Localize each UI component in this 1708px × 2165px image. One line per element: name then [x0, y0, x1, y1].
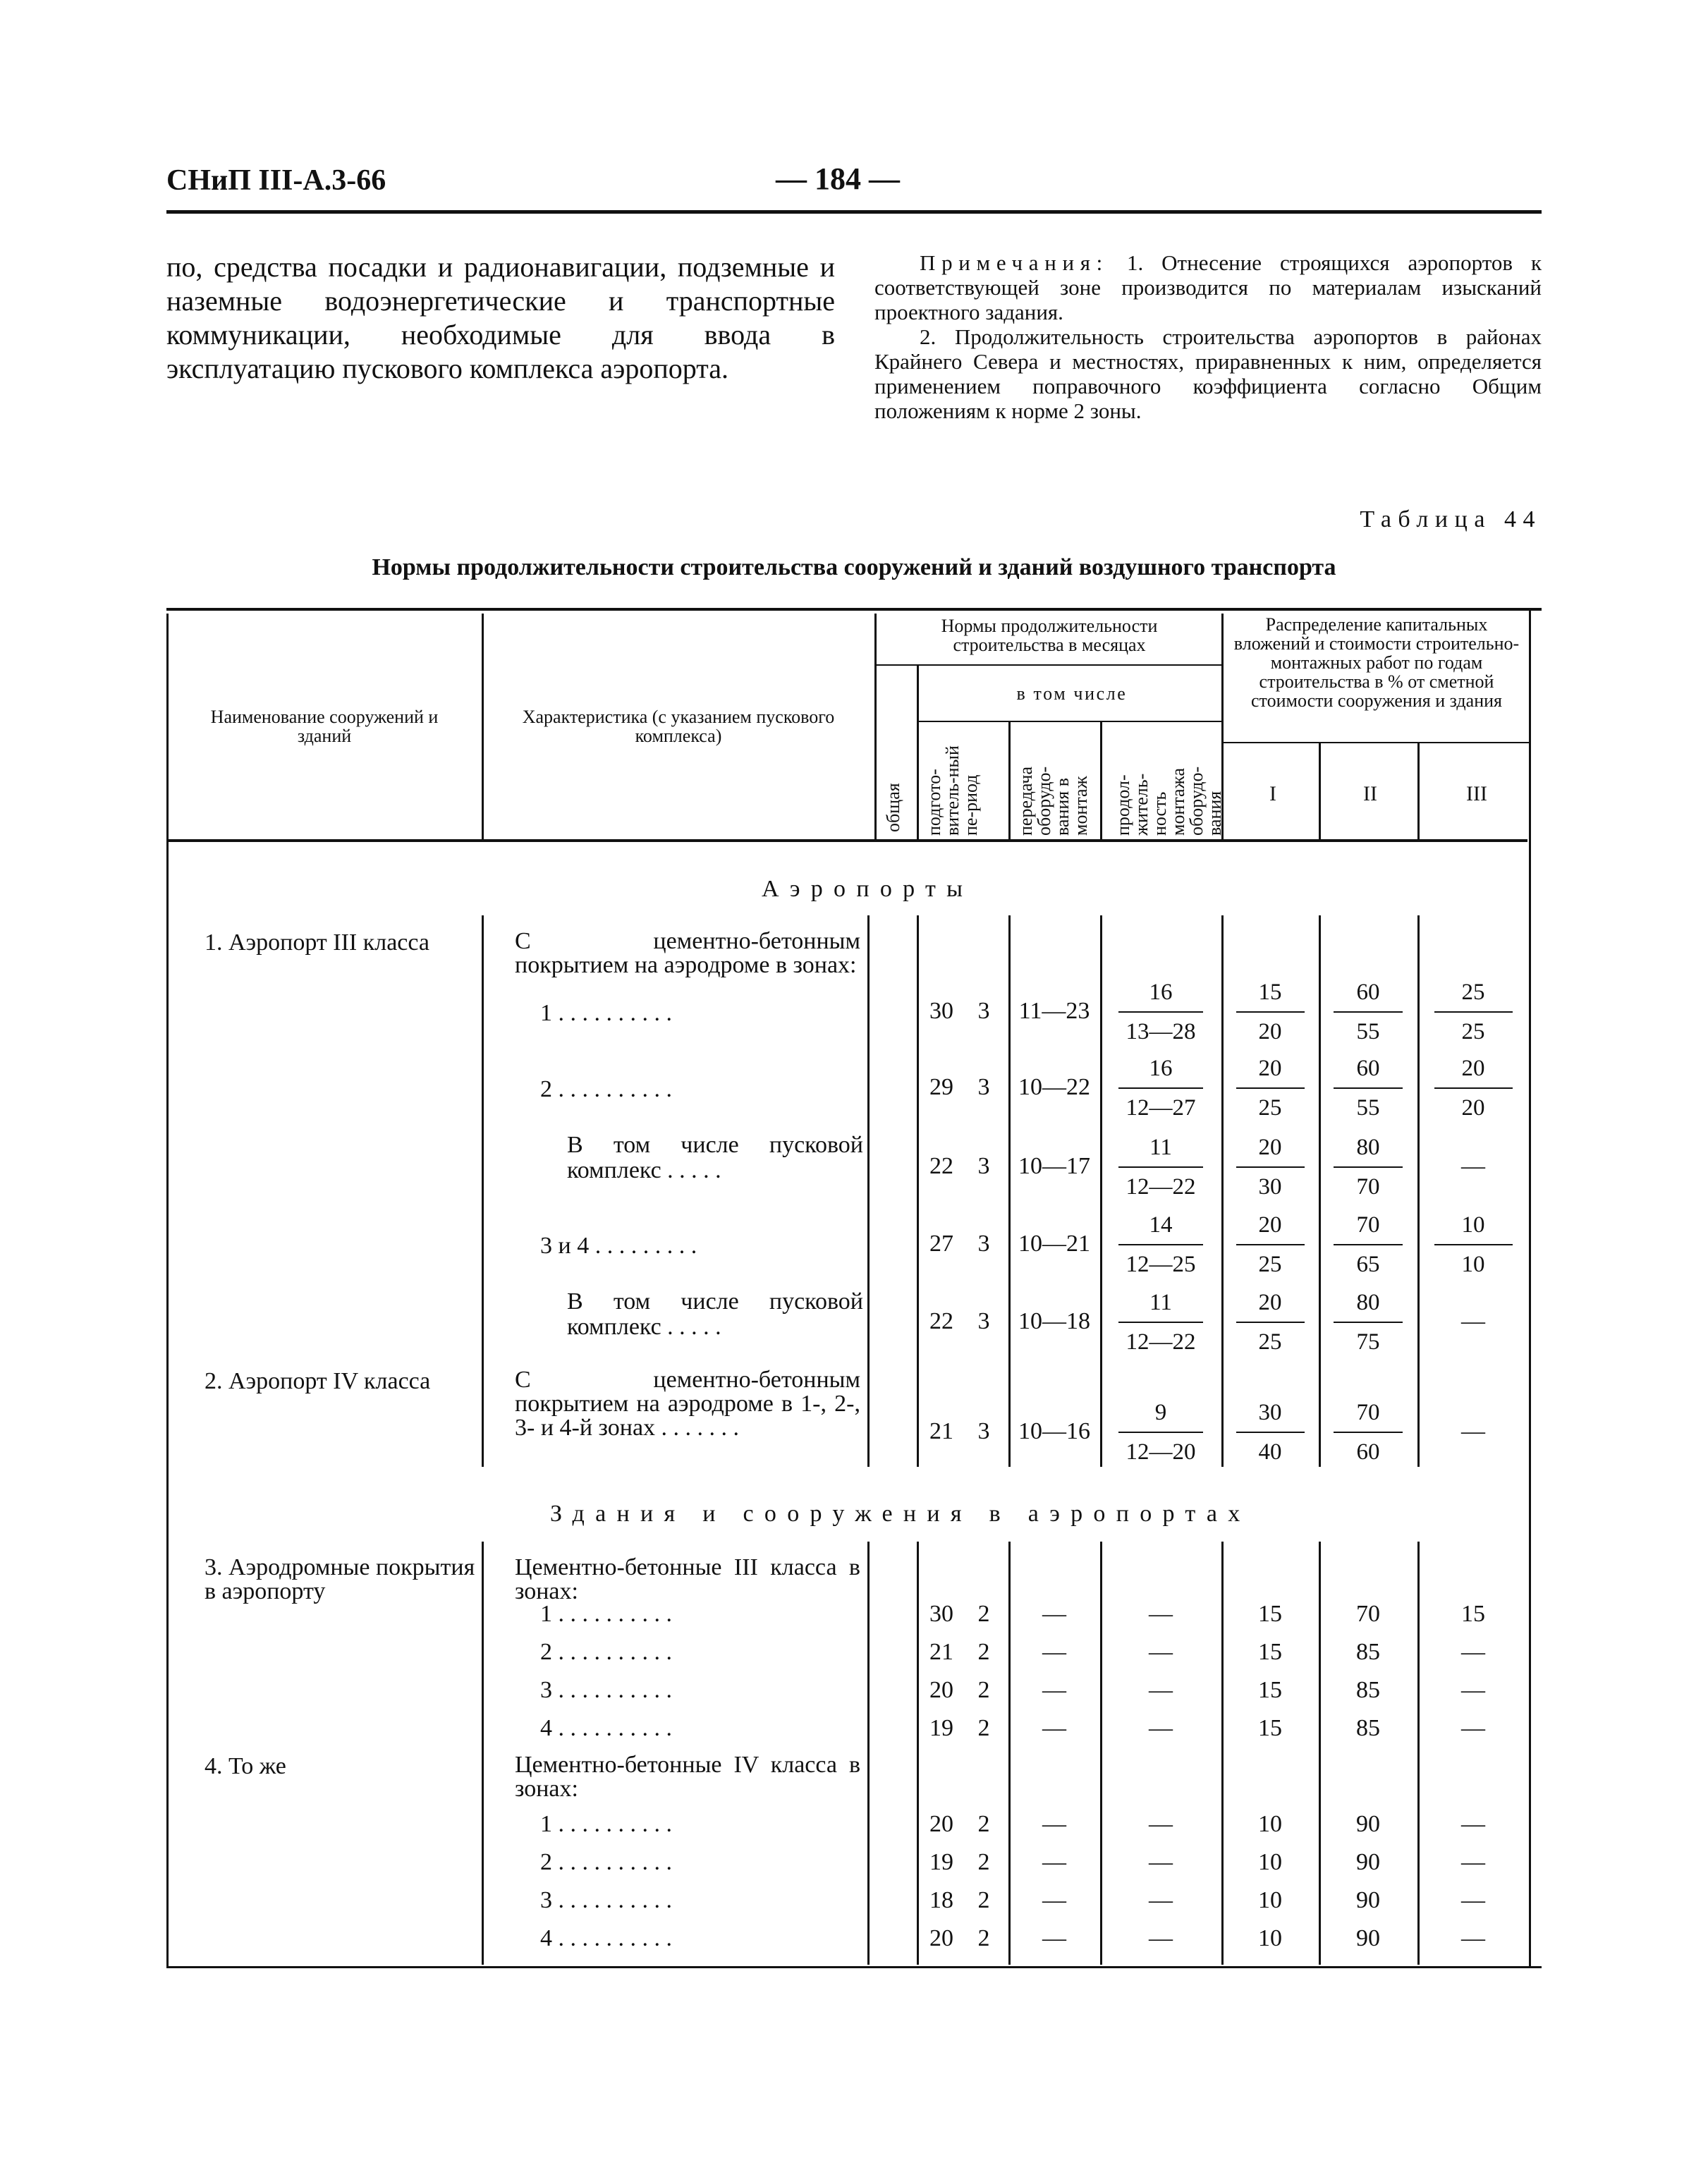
intro-paragraph: по, средства посадки и радионавигации, подземные и наземные водоэнергетические и транспортные коммуникации, необходимые для ввода в эксплуатацию пускового комплекса аэропорта.: [166, 251, 835, 384]
page-number: — 184 —: [776, 161, 900, 196]
body-line-name-b: [482, 1542, 484, 1965]
cell-year-1-denominator: 20: [1258, 1019, 1282, 1044]
row3-zone: 4 . . . . . . . . . .: [540, 1715, 672, 1741]
table-number: Таблица 44: [1360, 506, 1542, 532]
cell-total: 21: [929, 1639, 953, 1665]
cell-year-3-denominator: 20: [1461, 1095, 1485, 1121]
cell-prep: 2: [977, 1925, 990, 1951]
cell-year-2: [1322, 1212, 1415, 1278]
cell-prep: 2: [977, 1639, 990, 1665]
cell-prep: 2: [977, 1715, 990, 1741]
cell-duration-numerator: 11: [1149, 1135, 1172, 1160]
section-buildings: Здания и сооружения в аэропортах: [550, 1501, 1251, 1527]
row4-zone: 2 . . . . . . . . . .: [540, 1849, 672, 1875]
cell-year-1: [1224, 1212, 1316, 1278]
cell-year-1-denominator: 25: [1258, 1095, 1282, 1121]
cell-total: 19: [929, 1849, 953, 1875]
col-line-name: [482, 614, 484, 841]
cell-year-1: 15: [1258, 1639, 1282, 1665]
cell-duration-denominator: 12—22: [1126, 1174, 1196, 1200]
cell-prep: 2: [977, 1677, 990, 1703]
body-line-y1-b: [1319, 1542, 1321, 1965]
cell-duration-fraction-bar: [1118, 1244, 1203, 1245]
row4-zone: 1 . . . . . . . . . .: [540, 1811, 672, 1837]
cell-transfer: 10—22: [1018, 1074, 1090, 1100]
cell-year-3: —: [1461, 1308, 1485, 1334]
cell-year-1-denominator: 25: [1258, 1252, 1282, 1277]
cell-year-2-denominator: 75: [1356, 1329, 1380, 1355]
cell-total: 21: [929, 1418, 953, 1444]
header-duration: продол-житель-ность монтажа оборудо-вания: [1113, 766, 1225, 836]
header-total: общая: [883, 783, 903, 832]
cell-year-1: 15: [1258, 1677, 1282, 1703]
row2-characteristic: С цементно-бетонным покрытием на аэродроме в 1-, 2-, 3- и 4-й зонах . . . . . . .: [515, 1367, 860, 1441]
table-top-rule: [166, 608, 1542, 611]
row4-name: 4. То же: [205, 1753, 286, 1779]
body-line-y2-b: [1417, 1542, 1420, 1965]
cell-duration-denominator: 12—25: [1126, 1252, 1196, 1277]
table-title: Нормы продолжительности строительства сооружений и зданий воздушного транспорта: [372, 554, 1336, 580]
col-line-char: [874, 614, 877, 841]
cell-duration-numerator: 16: [1149, 980, 1173, 1005]
cell-year-3: —: [1461, 1418, 1485, 1444]
row3-name: 3. Аэродромные покрытия в аэропорту: [205, 1554, 475, 1604]
cell-duration-denominator: 12—27: [1126, 1095, 1196, 1121]
note-1: 1. Отнесение строящихся аэропортов к соответствующей зоне производится по материалам изысканий проектного задания.: [874, 250, 1542, 324]
cell-year-1: 10: [1258, 1887, 1282, 1913]
header-distribution: Распределение капитальных вложений и стоимости строительно-монтажных работ по годам строительства в % от сметной стоимости сооружения и здания: [1233, 614, 1520, 711]
cell-year-3: 15: [1461, 1601, 1485, 1627]
cell-year-1: 10: [1258, 1849, 1282, 1875]
row3-zone: 2 . . . . . . . . . .: [540, 1639, 672, 1665]
cell-year-1-fraction-bar: [1236, 1087, 1305, 1089]
cell-prep: 2: [977, 1849, 990, 1875]
body-line-y2-a: [1417, 915, 1420, 1467]
cell-year-2: [1322, 979, 1415, 1045]
cell-transfer: —: [1042, 1811, 1066, 1837]
cell-duration: —: [1149, 1677, 1173, 1703]
cell-transfer: —: [1042, 1601, 1066, 1627]
cell-transfer: 10—16: [1018, 1418, 1090, 1444]
row1-zone-3-4: 3 и 4 . . . . . . . . .: [540, 1233, 697, 1259]
row1-characteristic: С цементно-бетонным покрытием на аэродроме в зонах:: [515, 928, 860, 978]
cell-year-2-numerator: 70: [1356, 1400, 1380, 1425]
cell-year-1: [1224, 979, 1316, 1045]
cell-total: 20: [929, 1677, 953, 1703]
cell-year-1-numerator: 20: [1258, 1135, 1282, 1160]
cell-year-2-numerator: 60: [1356, 980, 1380, 1005]
cell-year-3: [1420, 1055, 1526, 1121]
cell-total: 30: [929, 998, 953, 1024]
cell-duration-numerator: 11: [1149, 1290, 1172, 1315]
cell-duration-numerator: 14: [1149, 1212, 1173, 1238]
cell-transfer: 11—23: [1018, 998, 1090, 1024]
cell-total: 20: [929, 1925, 953, 1951]
notes-label: Примечания:: [920, 250, 1109, 275]
cell-year-2-denominator: 65: [1356, 1252, 1380, 1277]
table-bottom-rule: [166, 1966, 1542, 1968]
cell-year-2: 90: [1356, 1811, 1380, 1837]
header-rule: [166, 210, 1542, 214]
cell-transfer: —: [1042, 1887, 1066, 1913]
cell-duration: [1103, 1212, 1219, 1278]
cell-prep: 3: [977, 998, 990, 1024]
cell-year-3-numerator: 20: [1461, 1056, 1485, 1081]
cell-year-2: 70: [1356, 1601, 1380, 1627]
cell-year-2: 90: [1356, 1887, 1380, 1913]
cell-year-1-fraction-bar: [1236, 1166, 1305, 1168]
cell-year-3-fraction-bar: [1434, 1011, 1513, 1013]
row3-characteristic: Цементно-бетонные III класса в зонах:: [515, 1554, 860, 1604]
cell-transfer: —: [1042, 1715, 1066, 1741]
cell-year-2-denominator: 55: [1356, 1095, 1380, 1121]
cell-duration-fraction-bar: [1118, 1011, 1203, 1013]
col-line-prep: [1008, 722, 1011, 841]
cell-total: 22: [929, 1308, 953, 1334]
cell-year-2-numerator: 80: [1356, 1135, 1380, 1160]
body-line-total-b: [917, 1542, 919, 1965]
body-line-transfer-a: [1100, 915, 1102, 1467]
cell-prep: 2: [977, 1887, 990, 1913]
cell-year-1-fraction-bar: [1236, 1244, 1305, 1245]
cell-duration: —: [1149, 1811, 1173, 1837]
cell-year-2: [1322, 1134, 1415, 1200]
cell-year-2-fraction-bar: [1334, 1087, 1403, 1089]
cell-duration-fraction-bar: [1118, 1322, 1203, 1323]
notes-block: [874, 250, 1542, 423]
body-line-dur-a: [1221, 915, 1224, 1467]
header-including: в том числе: [1016, 683, 1128, 704]
cell-year-2-fraction-bar: [1334, 1166, 1403, 1168]
cell-year-2-fraction-bar: [1334, 1322, 1403, 1323]
cell-year-3: [1420, 1212, 1526, 1278]
cell-total: 18: [929, 1887, 953, 1913]
cell-duration: —: [1149, 1887, 1173, 1913]
cell-year-3: —: [1461, 1677, 1485, 1703]
cell-year-3-numerator: 10: [1461, 1212, 1485, 1238]
cell-year-1-numerator: 15: [1258, 980, 1282, 1005]
cell-year-2: [1322, 1399, 1415, 1465]
document-code: СНиП III-А.3-66: [166, 164, 386, 197]
header-rule-incl: [917, 721, 1221, 722]
cell-year-1: [1224, 1399, 1316, 1465]
cell-prep: 3: [977, 1231, 990, 1257]
header-transfer: передача оборудо-вания в монтаж: [1015, 766, 1091, 836]
cell-year-1: 15: [1258, 1601, 1282, 1627]
body-line-transfer-b: [1100, 1542, 1102, 1965]
cell-year-2-fraction-bar: [1334, 1011, 1403, 1013]
cell-total: 19: [929, 1715, 953, 1741]
cell-year-3: —: [1461, 1811, 1485, 1837]
note-2: 2. Продолжительность строительства аэропортов в районах Крайнего Севера и местностях, приравненных к ним, определяется применением поправочного коэффициента согласно Общим положениям к норме 2 зоны.: [874, 324, 1542, 423]
header-rule-dist: [1221, 742, 1529, 743]
cell-year-1-numerator: 30: [1258, 1400, 1282, 1425]
cell-year-2: 90: [1356, 1925, 1380, 1951]
cell-year-1: [1224, 1134, 1316, 1200]
col-line-y2: [1417, 743, 1420, 841]
row1-including-1: В том числе пусковой комплекс . . . . .: [567, 1132, 863, 1183]
cell-year-2-numerator: 70: [1356, 1212, 1380, 1238]
header-year-2: II: [1363, 782, 1377, 805]
cell-transfer: 10—21: [1018, 1231, 1090, 1257]
header-year-1: I: [1269, 782, 1276, 805]
cell-year-1-fraction-bar: [1236, 1432, 1305, 1433]
cell-year-2: 85: [1356, 1639, 1380, 1665]
cell-year-3-denominator: 10: [1461, 1252, 1485, 1277]
row3-zone: 1 . . . . . . . . . .: [540, 1601, 672, 1627]
cell-year-2: 90: [1356, 1849, 1380, 1875]
body-line-char-a: [867, 915, 870, 1467]
cell-year-2-fraction-bar: [1334, 1244, 1403, 1245]
cell-duration: —: [1149, 1849, 1173, 1875]
cell-year-2: 85: [1356, 1715, 1380, 1741]
cell-transfer: —: [1042, 1639, 1066, 1665]
cell-year-3-fraction-bar: [1434, 1087, 1513, 1089]
cell-prep: 2: [977, 1601, 990, 1627]
cell-year-1-fraction-bar: [1236, 1011, 1305, 1013]
cell-duration-denominator: 12—20: [1126, 1439, 1196, 1465]
cell-total: 30: [929, 1601, 953, 1627]
cell-year-2-denominator: 55: [1356, 1019, 1380, 1044]
cell-transfer: —: [1042, 1849, 1066, 1875]
cell-year-3: —: [1461, 1887, 1485, 1913]
cell-year-3: —: [1461, 1715, 1485, 1741]
cell-year-2: [1322, 1055, 1415, 1121]
cell-duration: [1103, 1055, 1219, 1121]
cell-duration-fraction-bar: [1118, 1166, 1203, 1168]
cell-year-2-denominator: 60: [1356, 1439, 1380, 1465]
cell-duration: —: [1149, 1639, 1173, 1665]
cell-duration: [1103, 1134, 1219, 1200]
cell-total: 29: [929, 1074, 953, 1100]
body-line-dur-b: [1221, 1542, 1224, 1965]
row1-including-2: В том числе пусковой комплекс . . . . .: [567, 1288, 863, 1340]
row1-zone-1: 1 . . . . . . . . . .: [540, 1000, 672, 1026]
cell-total: 27: [929, 1231, 953, 1257]
cell-year-3-denominator: 25: [1461, 1019, 1485, 1044]
cell-year-3: [1420, 979, 1526, 1045]
cell-year-3: —: [1461, 1153, 1485, 1179]
cell-prep: 3: [977, 1074, 990, 1100]
cell-duration: —: [1149, 1925, 1173, 1951]
cell-total: 22: [929, 1153, 953, 1179]
cell-duration-numerator: 9: [1154, 1400, 1167, 1425]
body-line-name-a: [482, 915, 484, 1467]
row4-zone: 3 . . . . . . . . . .: [540, 1887, 672, 1913]
header-prep: подгото-витель-ный пе-риод: [924, 745, 981, 836]
body-line-y1-a: [1319, 915, 1321, 1467]
cell-transfer: 10—18: [1018, 1308, 1090, 1334]
cell-duration-denominator: 13—28: [1126, 1019, 1196, 1044]
col-line-right: [1529, 611, 1531, 1968]
cell-transfer: 10—17: [1018, 1153, 1090, 1179]
cell-year-1: 10: [1258, 1811, 1282, 1837]
cell-year-3: —: [1461, 1849, 1485, 1875]
body-line-char-b: [867, 1542, 870, 1965]
cell-year-1-denominator: 30: [1258, 1174, 1282, 1200]
cell-year-2: 85: [1356, 1677, 1380, 1703]
cell-duration-numerator: 16: [1149, 1056, 1173, 1081]
body-line-total-a: [917, 915, 919, 1467]
cell-year-1: [1224, 1055, 1316, 1121]
cell-transfer: —: [1042, 1677, 1066, 1703]
cell-year-1-numerator: 20: [1258, 1056, 1282, 1081]
row4-zone: 4 . . . . . . . . . .: [540, 1925, 672, 1951]
header-bottom-rule: [166, 839, 1527, 842]
cell-year-1: [1224, 1289, 1316, 1355]
col-line-total: [917, 666, 919, 841]
header-rule-norms: [874, 664, 1221, 666]
cell-prep: 3: [977, 1153, 990, 1179]
cell-year-3: —: [1461, 1639, 1485, 1665]
cell-duration-denominator: 12—22: [1126, 1329, 1196, 1355]
header-year-3: III: [1466, 782, 1487, 805]
cell-duration: [1103, 1399, 1219, 1465]
cell-duration-fraction-bar: [1118, 1432, 1203, 1433]
cell-prep: 3: [977, 1418, 990, 1444]
row3-zone: 3 . . . . . . . . . .: [540, 1677, 672, 1703]
cell-year-3: —: [1461, 1925, 1485, 1951]
cell-transfer: —: [1042, 1925, 1066, 1951]
cell-year-3-numerator: 25: [1461, 980, 1485, 1005]
row4-characteristic: Цементно-бетонные IV класса в зонах:: [515, 1752, 860, 1802]
cell-duration: [1103, 1289, 1219, 1355]
cell-duration: [1103, 979, 1219, 1045]
cell-year-1-numerator: 20: [1258, 1212, 1282, 1238]
cell-year-1-denominator: 40: [1258, 1439, 1282, 1465]
cell-duration: —: [1149, 1715, 1173, 1741]
cell-year-1: 15: [1258, 1715, 1282, 1741]
cell-duration: —: [1149, 1601, 1173, 1627]
cell-prep: 3: [977, 1308, 990, 1334]
cell-year-2-fraction-bar: [1334, 1432, 1403, 1433]
col-line-left: [166, 614, 169, 1968]
cell-year-2-numerator: 80: [1356, 1290, 1380, 1315]
cell-year-3-fraction-bar: [1434, 1244, 1513, 1245]
cell-year-2-numerator: 60: [1356, 1056, 1380, 1081]
header-norms: Нормы продолжительности строительства в месяцах: [941, 616, 1158, 655]
row1-name: 1. Аэропорт III класса: [205, 929, 429, 956]
section-airports: Аэропорты: [762, 876, 974, 902]
cell-year-1-denominator: 25: [1258, 1329, 1282, 1355]
cell-year-2-denominator: 70: [1356, 1174, 1380, 1200]
cell-duration-fraction-bar: [1118, 1087, 1203, 1089]
cell-total: 20: [929, 1811, 953, 1837]
cell-prep: 2: [977, 1811, 990, 1837]
header-characteristic: Характеристика (с указанием пускового комплекса): [522, 707, 835, 746]
cell-year-1-numerator: 20: [1258, 1290, 1282, 1315]
cell-year-2: [1322, 1289, 1415, 1355]
row2-name: 2. Аэропорт IV класса: [205, 1368, 431, 1394]
cell-year-1: 10: [1258, 1925, 1282, 1951]
col-line-transfer: [1100, 722, 1102, 841]
cell-year-1-fraction-bar: [1236, 1322, 1305, 1323]
header-name: Наименование сооружений и зданий: [210, 707, 439, 746]
row1-zone-2: 2 . . . . . . . . . .: [540, 1076, 672, 1102]
col-line-y1: [1319, 743, 1321, 841]
